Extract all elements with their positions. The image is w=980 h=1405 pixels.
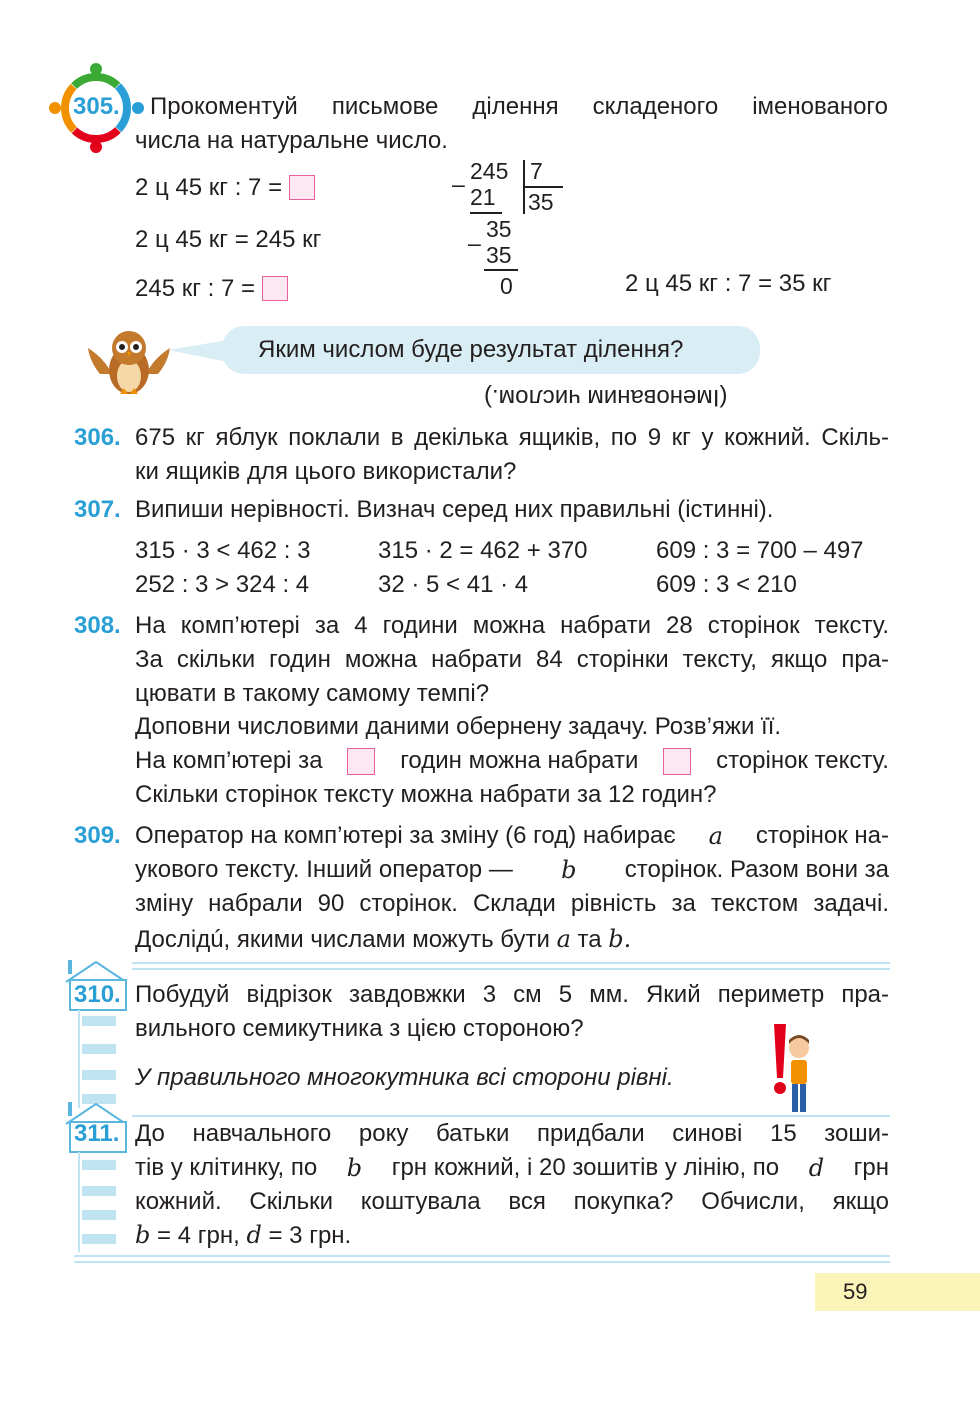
task-number-310: 310.: [74, 981, 121, 1008]
task-311-line4-part2: = 3 грн.: [268, 1222, 352, 1249]
task-310-text-line1: Побудуй відрізок завдовжки 3 см 5 мм. Який периметр пра-: [135, 981, 889, 1008]
page-number-box: [815, 1273, 980, 1311]
variable-b: b: [135, 1221, 151, 1249]
inequality: 315 · 3 < 462 : 3: [135, 537, 311, 564]
task-308-line5-part2: годин можна набрати: [400, 747, 639, 774]
task-311-line2-part2: грн кожний, і 20 зошитів у лінію, по: [391, 1154, 780, 1181]
task-309-line1-part2: сторінок на-: [755, 822, 889, 849]
task-309-text-line1: [135, 819, 889, 853]
variable-b: b: [346, 1154, 363, 1182]
page-number: 59: [843, 1279, 868, 1304]
answer-box[interactable]: [289, 175, 315, 200]
task-308-text-line4: Доповни числовими даними обернену задачу. Розв’яжи її.: [135, 713, 782, 740]
division-answer: 2 ц 45 кг : 7 = 35 кг: [625, 270, 832, 297]
task-311-text-line4: [135, 1218, 351, 1253]
variable-d: d: [808, 1154, 825, 1182]
task-309-line4-part1: Дослідú, якими числами можуть бути: [135, 926, 550, 953]
remainder-2: 0: [500, 273, 513, 299]
divisor: 7: [530, 158, 543, 184]
owl-question: Яким числом буде результат ділення?: [258, 336, 684, 363]
variable-b: b: [561, 856, 577, 884]
task-310-note: У правильного многокутника всі сторони рівні.: [135, 1064, 674, 1091]
task-306-text-line2: ки ящиків для цього використали?: [135, 458, 517, 485]
equation-1-text: 2 ц 45 кг : 7 =: [135, 174, 283, 201]
task-number-308: 308.: [74, 612, 121, 639]
task-308-line5-part3: сторінок тексту.: [716, 747, 889, 774]
section-divider: [132, 962, 890, 964]
section-divider: [74, 1255, 890, 1257]
task-308-text-line5: [135, 744, 889, 778]
inequality: 609 : 3 < 210: [656, 571, 797, 598]
task-number-305: 305.: [73, 93, 120, 120]
task-306-text-line1: 675 кг яблук поклали в декілька ящиків, по 9 кг у кожний. Скіль-: [135, 424, 889, 451]
task-309-line2-part1: укового тексту. Інший оператор —: [135, 856, 513, 883]
task-310-text-line2: вильного семикутника з цією стороною?: [135, 1015, 584, 1042]
subtrahend-1: 21: [470, 184, 496, 210]
task-311-line2-part1: тів у клітинку, по: [135, 1154, 318, 1181]
task-311-text-line2: [135, 1151, 889, 1185]
task-308-line5-part1: На комп’ютері за: [135, 747, 323, 774]
long-division: [448, 156, 578, 301]
task-307-text: Випиши нерівності. Визнач серед них правильні (істинні).: [135, 496, 774, 523]
quotient: 35: [528, 189, 554, 215]
inequality: 252 : 3 > 324 : 4: [135, 571, 310, 598]
answer-box[interactable]: [262, 276, 288, 301]
task-308-text-line1: На комп’ютері за 4 години можна набрати 28 сторінок тексту.: [135, 612, 889, 639]
variable-d: d: [246, 1221, 262, 1249]
equation-1: [135, 171, 315, 205]
division-bar-horizontal: [523, 186, 563, 188]
speech-bubble-tail: [168, 336, 228, 366]
dividend: 245: [470, 158, 509, 184]
section-divider: [132, 968, 890, 970]
task-308-text-line2: За скільки годин можна набрати 84 сторінки тексту, якщо пра-: [135, 646, 889, 673]
minus-sign: –: [468, 230, 481, 256]
task-309-line2-part2: сторінок. Разом вони за: [624, 856, 889, 883]
inequality: 315 · 2 = 462 + 370: [378, 537, 588, 564]
task-309-line4-and: та: [577, 926, 602, 953]
inequality: 609 : 3 = 700 – 497: [656, 537, 864, 564]
task-number-309: 309.: [74, 822, 121, 849]
section-divider: [74, 1261, 890, 1263]
task-number-311: 311.: [74, 1120, 120, 1147]
task-308-text-line3: цювати в такому самому темпі?: [135, 680, 490, 707]
variable-a: a: [708, 822, 723, 850]
task-311-text-line1: До навчального року батьки придбали синові 15 зоши-: [135, 1120, 889, 1147]
task-309-line1-part1: Оператор на комп’ютері за зміну (6 год) набирає: [135, 822, 676, 849]
owl-illustration: [84, 328, 174, 400]
underline-1: [470, 212, 502, 214]
answer-box[interactable]: [347, 748, 375, 775]
equation-2: 2 ц 45 кг = 245 кг: [135, 226, 322, 253]
remainder-1: 35: [486, 216, 512, 242]
upside-down-answer: (Іменованим числом.): [484, 384, 728, 411]
underline-2: [484, 269, 518, 271]
task-309-text-line2: [135, 853, 889, 887]
equation-3: [135, 272, 288, 306]
task-308-text-line6: Скільки сторінок тексту можна набрати за 12 годин?: [135, 781, 717, 808]
task-311-text-line3: кожний. Скільки коштувала вся покупка? Обчисли, якщо: [135, 1188, 889, 1215]
task-number-307: 307.: [74, 496, 121, 523]
variable-a: a: [556, 925, 571, 953]
subtrahend-2: 35: [486, 242, 512, 268]
variable-b: b.: [608, 925, 632, 953]
minus-sign: –: [452, 171, 465, 197]
answer-box[interactable]: [663, 748, 691, 775]
task-311-line4-part1: = 4 грн,: [157, 1222, 240, 1249]
task-309-text-line4: [135, 922, 631, 957]
inequality: 32 · 5 < 41 · 4: [378, 571, 529, 598]
boy-exclamation-illustration: [768, 1022, 816, 1114]
equation-3-text: 245 кг : 7 =: [135, 275, 255, 302]
task-311-line2-part3: грн: [853, 1154, 889, 1181]
task-305-text-line1: Прокоментуй письмове ділення складеного іменованого: [150, 93, 888, 120]
task-305-text-line2: числа на натуральне число.: [135, 127, 448, 154]
task-309-text-line3: зміну набрали 90 сторінок. Склади рівність за текстом задачі.: [135, 890, 889, 917]
task-number-306: 306.: [74, 424, 121, 451]
